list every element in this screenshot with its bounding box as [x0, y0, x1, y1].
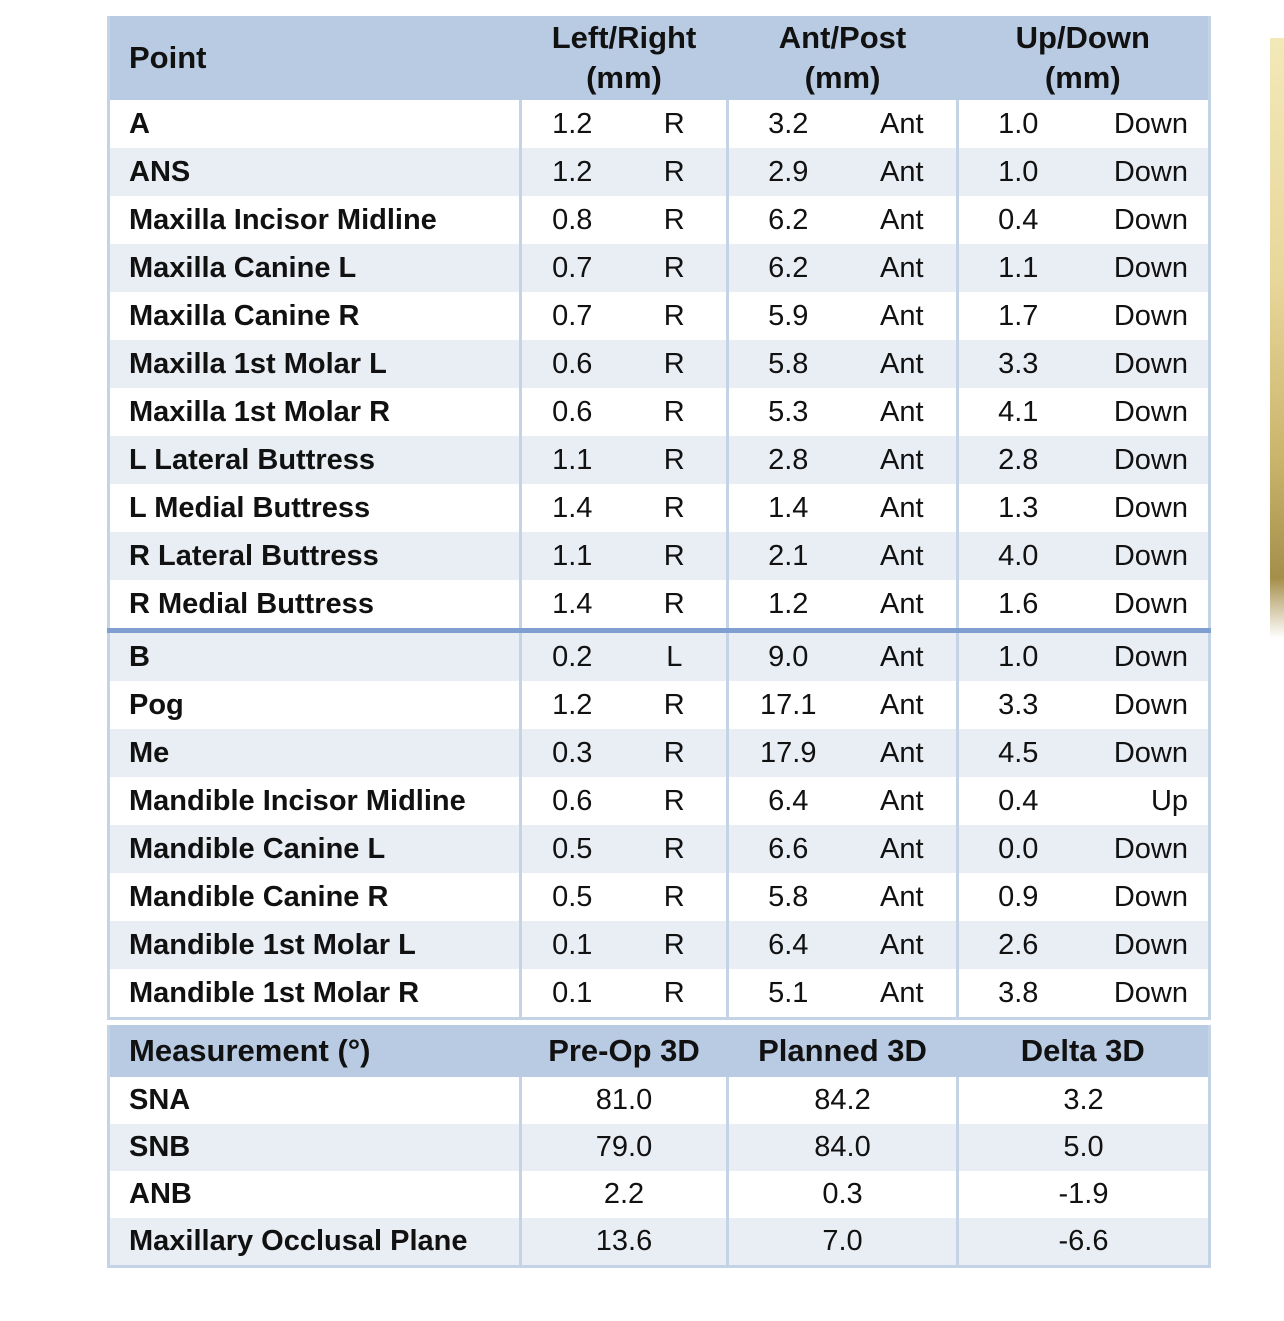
measurements-table [107, 1025, 1211, 1268]
table-row [109, 631, 1210, 682]
table-row [109, 825, 1210, 873]
up-down-direction: Down [1078, 580, 1210, 631]
table-row [109, 1124, 1210, 1171]
table-row [109, 244, 1210, 292]
table-row [109, 729, 1210, 777]
pre-op-value: 79.0 [521, 1124, 728, 1171]
point-name: L Lateral Buttress [109, 436, 521, 484]
header-left-right-line1: Left/Right [551, 20, 697, 55]
point-name: Mandible Canine R [109, 873, 521, 921]
table-row [109, 532, 1210, 580]
table-row [109, 1171, 1210, 1218]
point-name: ANS [109, 148, 521, 196]
ant-post-direction: Ant [848, 244, 958, 292]
up-down-direction: Down [1078, 532, 1210, 580]
up-down-value: 4.1 [958, 388, 1078, 436]
ant-post-direction: Ant [848, 148, 958, 196]
header-up-down [958, 16, 1210, 100]
left-right-value: 0.5 [521, 825, 623, 873]
ant-post-value: 6.2 [728, 244, 848, 292]
ant-post-direction: Ant [848, 825, 958, 873]
left-right-value: 1.2 [521, 148, 623, 196]
up-down-direction: Down [1078, 196, 1210, 244]
ant-post-value: 1.4 [728, 484, 848, 532]
ant-post-direction: Ant [848, 100, 958, 148]
up-down-value: 3.3 [958, 681, 1078, 729]
left-right-direction: R [623, 777, 728, 825]
header-pre-op: Pre-Op 3D [521, 1025, 728, 1077]
header-delta: Delta 3D [958, 1025, 1210, 1077]
up-down-direction: Up [1078, 777, 1210, 825]
left-right-value: 1.2 [521, 100, 623, 148]
left-right-direction: R [623, 825, 728, 873]
cropped-photo-edge [1270, 38, 1284, 638]
point-name: B [109, 631, 521, 682]
table-row [109, 873, 1210, 921]
table-row [109, 148, 1210, 196]
delta-value: 3.2 [958, 1077, 1210, 1124]
left-right-value: 1.1 [521, 436, 623, 484]
ant-post-value: 3.2 [728, 100, 848, 148]
up-down-value: 1.7 [958, 292, 1078, 340]
point-name: R Lateral Buttress [109, 532, 521, 580]
left-right-direction: R [623, 340, 728, 388]
ant-post-direction: Ant [848, 196, 958, 244]
up-down-value: 1.3 [958, 484, 1078, 532]
ant-post-value: 5.8 [728, 873, 848, 921]
left-right-value: 0.6 [521, 777, 623, 825]
up-down-value: 0.4 [958, 777, 1078, 825]
up-down-value: 1.0 [958, 100, 1078, 148]
point-name: Maxilla 1st Molar L [109, 340, 521, 388]
point-name: Maxilla Canine L [109, 244, 521, 292]
table-row [109, 100, 1210, 148]
left-right-value: 0.6 [521, 388, 623, 436]
left-right-value: 0.1 [521, 921, 623, 969]
ant-post-direction: Ant [848, 340, 958, 388]
up-down-value: 0.4 [958, 196, 1078, 244]
up-down-direction: Down [1078, 388, 1210, 436]
planned-value: 7.0 [728, 1218, 958, 1267]
ant-post-value: 1.2 [728, 580, 848, 631]
up-down-value: 4.0 [958, 532, 1078, 580]
planned-value: 0.3 [728, 1171, 958, 1218]
point-movement-table [107, 16, 1211, 1020]
points-header-row [109, 16, 1210, 100]
ant-post-direction: Ant [848, 631, 958, 682]
left-right-value: 0.2 [521, 631, 623, 682]
header-ant-post-line2: (mm) [804, 60, 881, 95]
left-right-direction: R [623, 388, 728, 436]
delta-value: -1.9 [958, 1171, 1210, 1218]
ant-post-direction: Ant [848, 292, 958, 340]
ant-post-direction: Ant [848, 777, 958, 825]
left-right-value: 1.4 [521, 580, 623, 631]
ant-post-value: 9.0 [728, 631, 848, 682]
point-name: Pog [109, 681, 521, 729]
left-right-direction: R [623, 580, 728, 631]
ant-post-direction: Ant [848, 921, 958, 969]
left-right-direction: R [623, 292, 728, 340]
header-left-right [521, 16, 728, 100]
measurement-name: SNB [109, 1124, 521, 1171]
left-right-direction: R [623, 100, 728, 148]
ant-post-value: 6.6 [728, 825, 848, 873]
left-right-direction: R [623, 532, 728, 580]
ant-post-value: 17.9 [728, 729, 848, 777]
points-body [109, 100, 1210, 1019]
point-name: Maxilla Incisor Midline [109, 196, 521, 244]
table-row [109, 1218, 1210, 1267]
ant-post-direction: Ant [848, 873, 958, 921]
left-right-value: 0.3 [521, 729, 623, 777]
ant-post-value: 2.1 [728, 532, 848, 580]
point-name: Maxilla 1st Molar R [109, 388, 521, 436]
point-name: A [109, 100, 521, 148]
delta-value: 5.0 [958, 1124, 1210, 1171]
left-right-value: 0.1 [521, 969, 623, 1019]
header-point: Point [109, 16, 521, 100]
table-row [109, 340, 1210, 388]
ant-post-value: 5.9 [728, 292, 848, 340]
up-down-direction: Down [1078, 873, 1210, 921]
up-down-direction: Down [1078, 148, 1210, 196]
table-row [109, 969, 1210, 1019]
header-up-down-line2: (mm) [1044, 60, 1121, 95]
left-right-direction: R [623, 484, 728, 532]
ant-post-value: 6.4 [728, 777, 848, 825]
up-down-value: 2.8 [958, 436, 1078, 484]
pre-op-value: 2.2 [521, 1171, 728, 1218]
left-right-direction: R [623, 196, 728, 244]
header-up-down-line1: Up/Down [1015, 20, 1150, 55]
up-down-value: 3.3 [958, 340, 1078, 388]
up-down-direction: Down [1078, 436, 1210, 484]
ant-post-direction: Ant [848, 484, 958, 532]
point-name: Me [109, 729, 521, 777]
point-name: Mandible Canine L [109, 825, 521, 873]
measurement-name: ANB [109, 1171, 521, 1218]
table-row [109, 484, 1210, 532]
up-down-value: 1.0 [958, 148, 1078, 196]
left-right-direction: R [623, 244, 728, 292]
left-right-direction: R [623, 873, 728, 921]
left-right-direction: R [623, 921, 728, 969]
up-down-direction: Down [1078, 100, 1210, 148]
planned-value: 84.0 [728, 1124, 958, 1171]
ant-post-direction: Ant [848, 580, 958, 631]
delta-value: -6.6 [958, 1218, 1210, 1267]
left-right-value: 1.4 [521, 484, 623, 532]
ant-post-direction: Ant [848, 532, 958, 580]
point-name: Maxilla Canine R [109, 292, 521, 340]
header-left-right-line2: (mm) [586, 60, 662, 95]
point-name: Mandible 1st Molar L [109, 921, 521, 969]
pre-op-value: 81.0 [521, 1077, 728, 1124]
left-right-direction: R [623, 436, 728, 484]
left-right-direction: R [623, 729, 728, 777]
table-row [109, 436, 1210, 484]
left-right-direction: L [623, 631, 728, 682]
ant-post-value: 17.1 [728, 681, 848, 729]
measurements-body [109, 1077, 1210, 1267]
point-name: L Medial Buttress [109, 484, 521, 532]
header-ant-post [728, 16, 958, 100]
header-measurement: Measurement (°) [109, 1025, 521, 1077]
left-right-direction: R [623, 148, 728, 196]
up-down-direction: Down [1078, 484, 1210, 532]
up-down-direction: Down [1078, 292, 1210, 340]
up-down-direction: Down [1078, 681, 1210, 729]
up-down-value: 0.9 [958, 873, 1078, 921]
up-down-value: 2.6 [958, 921, 1078, 969]
planned-value: 84.2 [728, 1077, 958, 1124]
up-down-direction: Down [1078, 729, 1210, 777]
ant-post-value: 6.2 [728, 196, 848, 244]
ant-post-value: 5.1 [728, 969, 848, 1019]
up-down-direction: Down [1078, 969, 1210, 1019]
ant-post-direction: Ant [848, 436, 958, 484]
left-right-value: 1.1 [521, 532, 623, 580]
left-right-value: 0.7 [521, 244, 623, 292]
ant-post-direction: Ant [848, 969, 958, 1019]
up-down-value: 1.1 [958, 244, 1078, 292]
left-right-value: 0.8 [521, 196, 623, 244]
table-row [109, 1077, 1210, 1124]
left-right-direction: R [623, 681, 728, 729]
up-down-direction: Down [1078, 921, 1210, 969]
up-down-direction: Down [1078, 244, 1210, 292]
point-name: R Medial Buttress [109, 580, 521, 631]
ant-post-direction: Ant [848, 388, 958, 436]
ant-post-value: 5.8 [728, 340, 848, 388]
ant-post-direction: Ant [848, 681, 958, 729]
pre-op-value: 13.6 [521, 1218, 728, 1267]
ant-post-value: 2.9 [728, 148, 848, 196]
up-down-direction: Down [1078, 631, 1210, 682]
table-row [109, 921, 1210, 969]
ant-post-value: 5.3 [728, 388, 848, 436]
up-down-value: 4.5 [958, 729, 1078, 777]
up-down-value: 1.0 [958, 631, 1078, 682]
up-down-direction: Down [1078, 340, 1210, 388]
up-down-value: 0.0 [958, 825, 1078, 873]
left-right-value: 0.5 [521, 873, 623, 921]
measurement-name: Maxillary Occlusal Plane [109, 1218, 521, 1267]
header-ant-post-line1: Ant/Post [778, 20, 907, 55]
point-name: Mandible 1st Molar R [109, 969, 521, 1019]
ant-post-value: 6.4 [728, 921, 848, 969]
left-right-value: 1.2 [521, 681, 623, 729]
up-down-value: 3.8 [958, 969, 1078, 1019]
left-right-value: 0.7 [521, 292, 623, 340]
ant-post-direction: Ant [848, 729, 958, 777]
left-right-direction: R [623, 969, 728, 1019]
table-row [109, 777, 1210, 825]
measurements-header-row [109, 1025, 1210, 1077]
up-down-value: 1.6 [958, 580, 1078, 631]
measurement-name: SNA [109, 1077, 521, 1124]
table-row [109, 580, 1210, 631]
ant-post-value: 2.8 [728, 436, 848, 484]
table-row [109, 292, 1210, 340]
header-planned: Planned 3D [728, 1025, 958, 1077]
table-row [109, 681, 1210, 729]
table-row [109, 388, 1210, 436]
point-name: Mandible Incisor Midline [109, 777, 521, 825]
left-right-value: 0.6 [521, 340, 623, 388]
table-row [109, 196, 1210, 244]
up-down-direction: Down [1078, 825, 1210, 873]
